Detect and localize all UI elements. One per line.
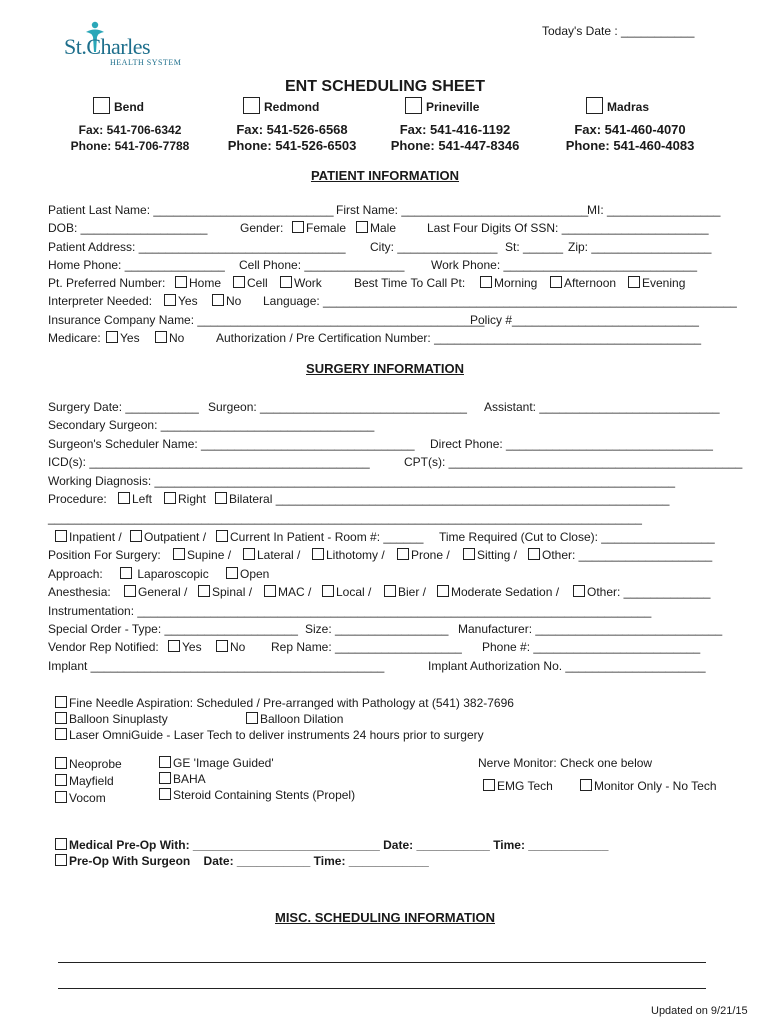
nerve-monitor-only[interactable] xyxy=(580,779,717,793)
mayfield-label: Mayfield xyxy=(69,774,114,788)
prineville-fax: Fax: 541-416-1192 xyxy=(399,122,511,137)
left-label: Left xyxy=(132,492,153,506)
anesthesia-general[interactable] xyxy=(124,585,187,599)
supine-checkbox[interactable] xyxy=(173,548,185,560)
redmond-phone: Phone: 541-526-6503 xyxy=(227,138,357,153)
misc-heading: MISC. SCHEDULING INFORMATION xyxy=(274,910,496,925)
baha-label: BAHA xyxy=(173,772,206,786)
vendor-yes-checkbox[interactable] xyxy=(168,640,180,652)
lateral-checkbox[interactable] xyxy=(243,548,255,560)
balloon-dilation-label: Balloon Dilation xyxy=(260,712,344,726)
approach-open[interactable] xyxy=(226,567,269,581)
moderate-sedation-label: Moderate Sedation / xyxy=(451,585,560,599)
prineville-checkbox[interactable] xyxy=(405,97,422,114)
balloon-dilation-checkbox[interactable] xyxy=(246,712,258,724)
bilateral-checkbox[interactable] xyxy=(215,492,227,504)
logo-name: St.Charles xyxy=(64,34,151,59)
baha-checkbox[interactable] xyxy=(159,772,171,784)
position-lateral[interactable] xyxy=(243,548,300,562)
general-label: General / xyxy=(138,585,188,599)
surgery-info-heading: SURGERY INFORMATION xyxy=(306,361,464,376)
city-field[interactable]: City: _______________ xyxy=(370,240,498,254)
anesthesia-other-checkbox[interactable] xyxy=(573,585,585,597)
rep-name-field[interactable]: Rep Name: ___________________ xyxy=(271,640,462,654)
prineville-phone: Phone: 541-447-8346 xyxy=(390,138,520,153)
open-checkbox[interactable] xyxy=(226,567,238,579)
anesthesia-other-field[interactable]: Other: _____________ xyxy=(587,585,711,599)
gender-male[interactable] xyxy=(356,221,396,235)
vendor-rep-label: Vendor Rep Notified: xyxy=(48,640,159,654)
balloon-sinuplasty[interactable] xyxy=(55,712,168,726)
anesthesia-mac[interactable] xyxy=(264,585,311,599)
insurance-company-field[interactable]: Insurance Company Name: ___________________________________________ xyxy=(48,313,485,327)
laser-checkbox[interactable] xyxy=(55,728,67,740)
vocom-checkbox[interactable] xyxy=(55,791,67,803)
position-label: Position For Surgery: xyxy=(48,548,161,562)
male-checkbox[interactable] xyxy=(356,221,368,233)
spinal-checkbox[interactable] xyxy=(198,585,210,597)
instrumentation-field[interactable]: Instrumentation: _____________________________________________________________________________ xyxy=(48,604,652,618)
approach-label: Approach: xyxy=(48,567,103,581)
local-label: Local / xyxy=(336,585,372,599)
medicare-label: Medicare: xyxy=(48,331,101,345)
fine-needle-aspiration[interactable] xyxy=(55,696,514,710)
equip-ge-image-guided[interactable] xyxy=(159,756,274,770)
status-outpatient[interactable] xyxy=(130,530,206,544)
location-madras[interactable] xyxy=(586,97,649,115)
supine-label: Supine / xyxy=(187,548,232,562)
position-prone[interactable] xyxy=(397,548,450,562)
nerve-monitor-label: Nerve Monitor: Check one below xyxy=(478,756,653,770)
anesthesia-local[interactable] xyxy=(322,585,371,599)
anesthesia-moderate-sedation[interactable] xyxy=(437,585,559,599)
pref-work[interactable] xyxy=(280,276,322,290)
balloon-sinuplasty-checkbox[interactable] xyxy=(55,712,67,724)
balloon-dilation[interactable] xyxy=(246,712,343,726)
morning-checkbox[interactable] xyxy=(480,276,492,288)
prone-label: Prone / xyxy=(411,548,450,562)
afternoon-checkbox[interactable] xyxy=(550,276,562,288)
best-time-label: Best Time To Call Pt: xyxy=(354,276,466,290)
medical-pre-op-field[interactable]: Medical Pre-Op With: ____________________________ Date: ___________ Time: ____________ xyxy=(69,838,609,852)
redmond-label: Redmond xyxy=(264,100,320,114)
pref-cell-label: Cell xyxy=(247,276,268,290)
anesthesia-spinal[interactable] xyxy=(198,585,252,599)
pref-home-checkbox[interactable] xyxy=(175,276,187,288)
spinal-label: Spinal / xyxy=(212,585,253,599)
female-checkbox[interactable] xyxy=(292,221,304,233)
anesthesia-other[interactable] xyxy=(573,585,710,599)
gender-female[interactable] xyxy=(292,221,346,235)
position-sitting[interactable] xyxy=(463,548,517,562)
left-checkbox[interactable] xyxy=(118,492,130,504)
updated-date: Updated on 9/21/15 xyxy=(651,1005,748,1017)
surgery-date-field[interactable]: Surgery Date: ___________ xyxy=(48,400,199,414)
ge-checkbox[interactable] xyxy=(159,756,171,768)
position-lithotomy[interactable] xyxy=(312,548,385,562)
bend-checkbox[interactable] xyxy=(93,97,110,114)
current-in-patient-checkbox[interactable] xyxy=(216,530,228,542)
bier-checkbox[interactable] xyxy=(384,585,396,597)
cpt-field[interactable]: CPT(s): ____________________________________________ xyxy=(404,455,743,469)
medicare-yes[interactable] xyxy=(106,331,140,345)
medical-pre-op-checkbox[interactable] xyxy=(55,838,67,850)
equip-baha[interactable] xyxy=(159,772,206,786)
position-other[interactable] xyxy=(528,548,712,562)
medicare-no[interactable] xyxy=(155,331,184,345)
authorization-field[interactable]: Authorization / Pre Certification Number: ________________________________________ xyxy=(216,331,702,345)
medical-pre-op[interactable] xyxy=(55,838,608,852)
male-label: Male xyxy=(370,221,397,235)
ge-label: GE 'Image Guided' xyxy=(173,756,274,770)
bend-phone: Phone: 541-706-7788 xyxy=(70,139,190,153)
patient-info-heading: PATIENT INFORMATION xyxy=(310,168,460,183)
bilateral-field[interactable]: Bilateral ___________________________________________________________ xyxy=(229,492,670,506)
location-bend[interactable] xyxy=(93,97,144,115)
home-phone-field[interactable]: Home Phone: _______________ xyxy=(48,258,225,272)
implant-authorization-field[interactable]: Implant Authorization No. _____________________ xyxy=(428,659,706,673)
medicare-no-label: No xyxy=(169,331,185,345)
location-redmond[interactable] xyxy=(243,97,319,115)
procedure-right[interactable] xyxy=(164,492,206,506)
procedure-left[interactable] xyxy=(118,492,152,506)
assistant-field[interactable]: Assistant: ___________________________ xyxy=(484,400,720,414)
manufacturer-field[interactable]: Manufacturer: ____________________________ xyxy=(458,622,723,636)
evening-checkbox[interactable] xyxy=(628,276,640,288)
patient-address-field[interactable]: Patient Address: _______________________________ xyxy=(48,240,346,254)
steroid-checkbox[interactable] xyxy=(159,788,171,800)
monitor-only-label: Monitor Only - No Tech xyxy=(594,779,717,793)
pre-op-surgeon-field[interactable]: Pre-Op With Surgeon Date: ___________ Time: ____________ xyxy=(69,854,429,868)
laparoscopic-label: Laparoscopic xyxy=(137,567,209,581)
open-label: Open xyxy=(240,567,270,581)
bend-label: Bend xyxy=(114,100,144,114)
afternoon-label: Afternoon xyxy=(564,276,617,290)
equip-steroid-stents[interactable] xyxy=(159,788,355,802)
procedure-continuation-line[interactable]: _________________________________________________________________________________________ xyxy=(48,511,642,525)
vocom-label: Vocom xyxy=(69,791,106,805)
medicare-yes-label: Yes xyxy=(120,331,140,345)
zip-field[interactable]: Zip: __________________ xyxy=(568,240,712,254)
work-phone-field[interactable]: Work Phone: _____________________________ xyxy=(431,258,698,272)
status-current-in-patient[interactable] xyxy=(216,530,423,544)
language-field[interactable]: Language: ______________________________________________________________ xyxy=(263,294,737,308)
procedure-label: Procedure: xyxy=(48,492,107,506)
pref-home-label: Home xyxy=(189,276,222,290)
vendor-no[interactable] xyxy=(216,640,245,654)
time-required-field[interactable]: Time Required (Cut to Close): _________________ xyxy=(439,530,715,544)
status-inpatient[interactable] xyxy=(55,530,122,544)
approach-laparoscopic[interactable] xyxy=(120,567,209,581)
laser-label: Laser OmniGuide - Laser Tech to deliver instruments 24 hours prior to surgery xyxy=(69,728,484,742)
position-other-field[interactable]: Other: ____________________ xyxy=(542,548,713,562)
pref-work-checkbox[interactable] xyxy=(280,276,292,288)
vendor-yes[interactable] xyxy=(168,640,202,654)
madras-phone: Phone: 541-460-4083 xyxy=(565,138,695,153)
policy-field[interactable]: Policy #____________________________ xyxy=(470,313,699,327)
outpatient-label: Outpatient / xyxy=(144,530,207,544)
vendor-no-checkbox[interactable] xyxy=(216,640,228,652)
misc-line-1[interactable] xyxy=(58,962,706,963)
cell-phone-field[interactable]: Cell Phone: _______________ xyxy=(239,258,405,272)
madras-label: Madras xyxy=(607,100,650,114)
size-field[interactable]: Size: _________________ xyxy=(305,622,449,636)
special-order-type-field[interactable]: Special Order - Type: ____________________ xyxy=(48,622,298,636)
emg-tech-label: EMG Tech xyxy=(497,779,553,793)
gender-label: Gender: xyxy=(240,221,284,235)
pref-work-label: Work xyxy=(294,276,322,290)
time-afternoon[interactable] xyxy=(550,276,616,290)
laparoscopic-checkbox[interactable] xyxy=(120,567,132,579)
evening-label: Evening xyxy=(642,276,686,290)
pre-op-surgeon-checkbox[interactable] xyxy=(55,854,67,866)
rep-phone-field[interactable]: Phone #: _________________________ xyxy=(482,640,701,654)
interpreter-no-label: No xyxy=(226,294,242,308)
surgeon-field[interactable]: Surgeon: _______________________________ xyxy=(208,400,467,414)
outpatient-checkbox[interactable] xyxy=(130,530,142,542)
neoprobe-label: Neoprobe xyxy=(69,757,122,771)
emg-tech-checkbox[interactable] xyxy=(483,779,495,791)
state-field[interactable]: St: ______ xyxy=(505,240,564,254)
icd-field[interactable]: ICD(s): __________________________________________ xyxy=(48,455,370,469)
logo-subtitle: HEALTH SYSTEM xyxy=(110,58,182,67)
todays-date-field[interactable]: Today's Date : ___________ xyxy=(542,24,695,38)
time-morning[interactable] xyxy=(480,276,537,290)
dob-field[interactable]: DOB: ___________________ xyxy=(48,221,208,235)
patient-last-name-field[interactable]: Patient Last Name: ___________________________ xyxy=(48,203,334,217)
prone-checkbox[interactable] xyxy=(397,548,409,560)
female-label: Female xyxy=(306,221,347,235)
preferred-number-label: Pt. Preferred Number: xyxy=(48,276,166,290)
interpreter-no[interactable] xyxy=(212,294,241,308)
anesthesia-label: Anesthesia: xyxy=(48,585,111,599)
pref-cell-checkbox[interactable] xyxy=(233,276,245,288)
scheduler-name-field[interactable]: Surgeon's Scheduler Name: ________________________________ xyxy=(48,437,415,451)
mac-label: MAC / xyxy=(278,585,312,599)
moderate-sedation-checkbox[interactable] xyxy=(437,585,449,597)
inpatient-label: Inpatient / xyxy=(69,530,122,544)
morning-label: Morning xyxy=(494,276,538,290)
mi-field[interactable]: MI: _________________ xyxy=(587,203,721,217)
balloon-sinuplasty-label: Balloon Sinuplasty xyxy=(69,712,168,726)
interpreter-yes-label: Yes xyxy=(178,294,198,308)
prineville-label: Prineville xyxy=(426,100,480,114)
medicare-yes-checkbox[interactable] xyxy=(106,331,118,343)
position-supine[interactable] xyxy=(173,548,231,562)
pre-op-with-surgeon[interactable] xyxy=(55,854,429,868)
local-checkbox[interactable] xyxy=(322,585,334,597)
mac-checkbox[interactable] xyxy=(264,585,276,597)
steroid-label: Steroid Containing Stents (Propel) xyxy=(173,788,356,802)
pref-cell[interactable] xyxy=(233,276,268,290)
fna-checkbox[interactable] xyxy=(55,696,67,708)
madras-fax: Fax: 541-460-4070 xyxy=(574,122,686,137)
inpatient-checkbox[interactable] xyxy=(55,530,67,542)
madras-checkbox[interactable] xyxy=(586,97,603,114)
interpreter-yes-checkbox[interactable] xyxy=(164,294,176,306)
equip-neoprobe[interactable] xyxy=(55,757,122,771)
room-number-field[interactable]: Current In Patient - Room #: ______ xyxy=(230,530,424,544)
interpreter-no-checkbox[interactable] xyxy=(212,294,224,306)
laser-omniguide[interactable] xyxy=(55,728,484,742)
anesthesia-bier[interactable] xyxy=(384,585,426,599)
interpreter-yes[interactable] xyxy=(164,294,198,308)
sitting-label: Sitting / xyxy=(477,548,518,562)
right-label: Right xyxy=(178,492,207,506)
pref-home[interactable] xyxy=(175,276,221,290)
secondary-surgeon-field[interactable]: Secondary Surgeon: ________________________________ xyxy=(48,418,375,432)
redmond-fax: Fax: 541-526-6568 xyxy=(236,122,348,137)
equip-vocom[interactable] xyxy=(55,791,106,805)
first-name-field[interactable]: First Name: ____________________________ xyxy=(336,203,589,217)
redmond-checkbox[interactable] xyxy=(243,97,260,114)
lithotomy-label: Lithotomy / xyxy=(326,548,385,562)
interpreter-label: Interpreter Needed: xyxy=(48,294,153,308)
general-checkbox[interactable] xyxy=(124,585,136,597)
time-evening[interactable] xyxy=(628,276,685,290)
bend-fax: Fax: 541-706-6342 xyxy=(78,123,182,137)
direct-phone-field[interactable]: Direct Phone: _______________________________ xyxy=(430,437,713,451)
st-charles-logo xyxy=(64,18,194,70)
procedure-bilateral[interactable] xyxy=(215,492,669,506)
vendor-yes-label: Yes xyxy=(182,640,202,654)
vendor-no-label: No xyxy=(230,640,246,654)
fna-label: Fine Needle Aspiration: Scheduled / Pre-arranged with Pathology at (541) 382-7696 xyxy=(69,696,514,710)
page-title: ENT SCHEDULING SHEET xyxy=(284,78,485,95)
neoprobe-checkbox[interactable] xyxy=(55,757,67,769)
mayfield-checkbox[interactable] xyxy=(55,774,67,786)
right-checkbox[interactable] xyxy=(164,492,176,504)
implant-field[interactable]: Implant ____________________________________________ xyxy=(48,659,385,673)
nerve-emg-tech[interactable] xyxy=(483,779,553,793)
monitor-only-checkbox[interactable] xyxy=(580,779,592,791)
location-prineville[interactable] xyxy=(405,97,479,115)
position-other-checkbox[interactable] xyxy=(528,548,540,560)
sitting-checkbox[interactable] xyxy=(463,548,475,560)
working-diagnosis-field[interactable]: Working Diagnosis: ______________________________________________________________________________ xyxy=(48,474,676,488)
equip-mayfield[interactable] xyxy=(55,774,114,788)
misc-line-2[interactable] xyxy=(58,988,706,989)
lateral-label: Lateral / xyxy=(257,548,301,562)
ssn-field[interactable]: Last Four Digits Of SSN: ______________________ xyxy=(427,221,709,235)
medicare-no-checkbox[interactable] xyxy=(155,331,167,343)
bier-label: Bier / xyxy=(398,585,427,599)
lithotomy-checkbox[interactable] xyxy=(312,548,324,560)
